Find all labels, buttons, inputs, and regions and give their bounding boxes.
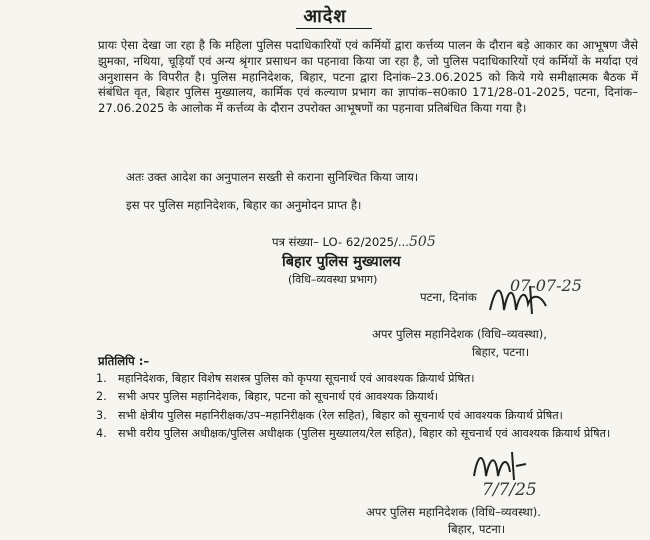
copy-list-number: 2.: [96, 390, 107, 404]
copy-list-number: 4.: [96, 427, 107, 441]
copy-list-text: सभी क्षेत्रीय पुलिस महानिरीक्षक/उप–महानिरीक्षक (रेल सहित), बिहार को सूचनार्थ एवं आवश्यक क्रियार्थ प्रेषित।: [118, 408, 563, 422]
office-subtitle: (विधि–व्यवस्था प्रभाग): [288, 273, 378, 286]
copy-list-text: महानिदेशक, बिहार विशेष सशस्त्र पुलिस को कृपया सूचनार्थ एवं आवश्यक क्रियार्थ प्रेषित।: [118, 372, 475, 385]
copy-list-number: 1.: [96, 372, 107, 385]
signatory-1-place: बिहार, पटना।: [472, 345, 530, 359]
letter-number-handwritten: 505: [409, 234, 436, 250]
copy-list-item: [96, 372, 616, 386]
letter-number: [272, 234, 436, 250]
signatory-1-title: अपर पुलिस महानिदेशक (विधि–व्यवस्था),: [372, 327, 547, 341]
letter-number-label: पत्र संख्या– LO- 62/2025/...: [272, 235, 409, 249]
signature-1: [486, 280, 556, 320]
date-handwritten-2: 7/7/25: [482, 480, 537, 500]
compliance-line: अतः उक्त आदेश का अनुपालन सख्ती से कराना सुनिश्चित किया जाय।: [126, 170, 419, 184]
copy-list: [96, 372, 616, 446]
signature-2: [470, 448, 530, 484]
copy-list-item: [96, 427, 616, 441]
approval-line: इस पर पुलिस महानिदेशक, बिहार का अनुमोदन प्राप्त है।: [126, 198, 362, 212]
signatory-2-place: बिहार, पटना।: [448, 522, 506, 536]
copy-list-item: [96, 390, 616, 404]
copy-list-number: 3.: [96, 408, 107, 422]
copy-list-text: सभी अपर पुलिस महानिदेशक, बिहार, पटना को सूचनार्थ एवं आवश्यक क्रियार्थ।: [118, 390, 439, 404]
copy-list-text: सभी वरीय पुलिस अधीक्षक/पुलिस अधीक्षक (पुलिस मुख्यालय/रेल सहित), बिहार को सूचनार्थ एवं आवश्यक क्रियार्थ प्रेषित।: [118, 427, 611, 441]
copy-label: प्रतिलिपि :–: [98, 354, 150, 368]
place-date-label: पटना, दिनांक: [420, 290, 477, 304]
order-paragraph: प्रायः ऐसा देखा जा रहा है कि महिला पुलिस पदाधिकारियों एवं कर्मियों द्वारा कर्त्तव्य पालन के दौरान बड़े आकार का आभूषण जैसे झुमका, नथिया, चूड़ियाँ एवं अन्य श्रृंगार प्रसाधन का पहनावा किया जा रहा है, जो पुलिस पदाधिकारियों एवं कर्मियों के मर्यादा एवं अनुशासन के विपरीत है। पुलिस महानिदेशक, बिहार, पटना द्वारा दिनांक–23.06.2025 को किये गये समीक्षात्मक बैठक में संबंधित वृत, बिहार पुलिस मुख्यालय, कार्मिक एवं कल्याण प्रभाग का ज्ञापांक–स0का0 171/28-01-2025, पटना, दिनांक–27.06.2025 के आलोक में कर्त्तव्य के दौरान उपरोक्त आभूषणों का पहनावा प्रतिबंधित किया गया है।: [98, 38, 638, 116]
heading-underline: [296, 28, 372, 29]
document-heading: आदेश: [303, 6, 347, 27]
copy-list-item: [96, 409, 616, 423]
signatory-2-title: अपर पुलिस महानिदेशक (विधि–व्यवस्था).: [366, 505, 541, 519]
date-handwritten: 07-07-25: [510, 276, 582, 295]
place-date: [420, 290, 477, 305]
office-title: बिहार पुलिस मुख्यालय: [282, 254, 401, 270]
